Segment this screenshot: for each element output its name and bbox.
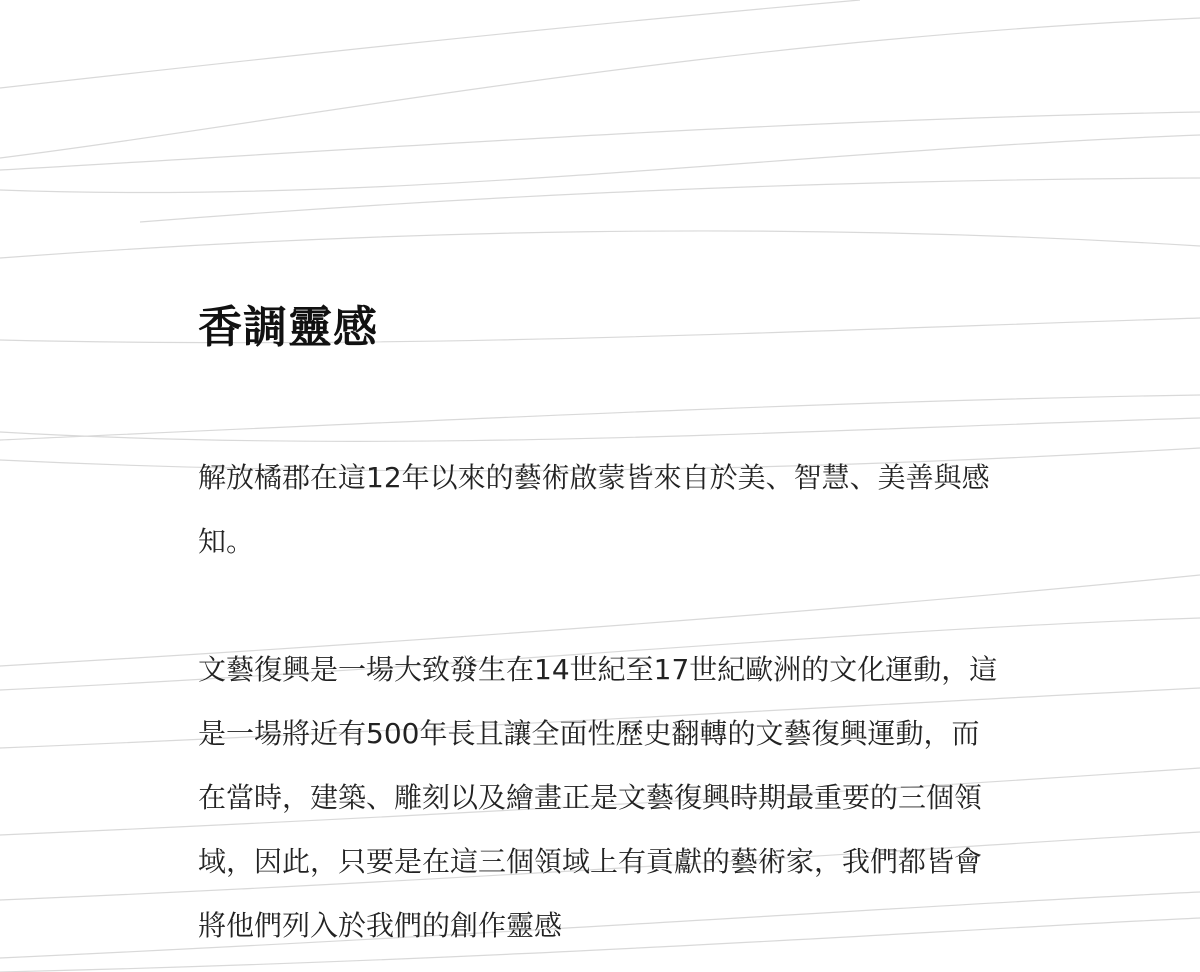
- section-heading: 香調靈感: [198, 302, 378, 353]
- intro-paragraph: 解放橘郡在這12年以來的藝術啟蒙皆來自於美、智慧、美善與感知。: [198, 461, 990, 558]
- renaissance-paragraph: 文藝復興是一場大致發生在14世紀至17世紀歐洲的文化運動，這是一場將近有500年長且讓全面性歷史翻轉的文藝復興運動，而在當時，建築、雕刻以及繪畫正是文藝復興時期最重要的三個領域，因此，只要是在這三個領域上有貢獻的藝術家，我們都皆會將他們列入於我們的創作靈感: [198, 653, 998, 942]
- content-section: [198, 296, 1008, 958]
